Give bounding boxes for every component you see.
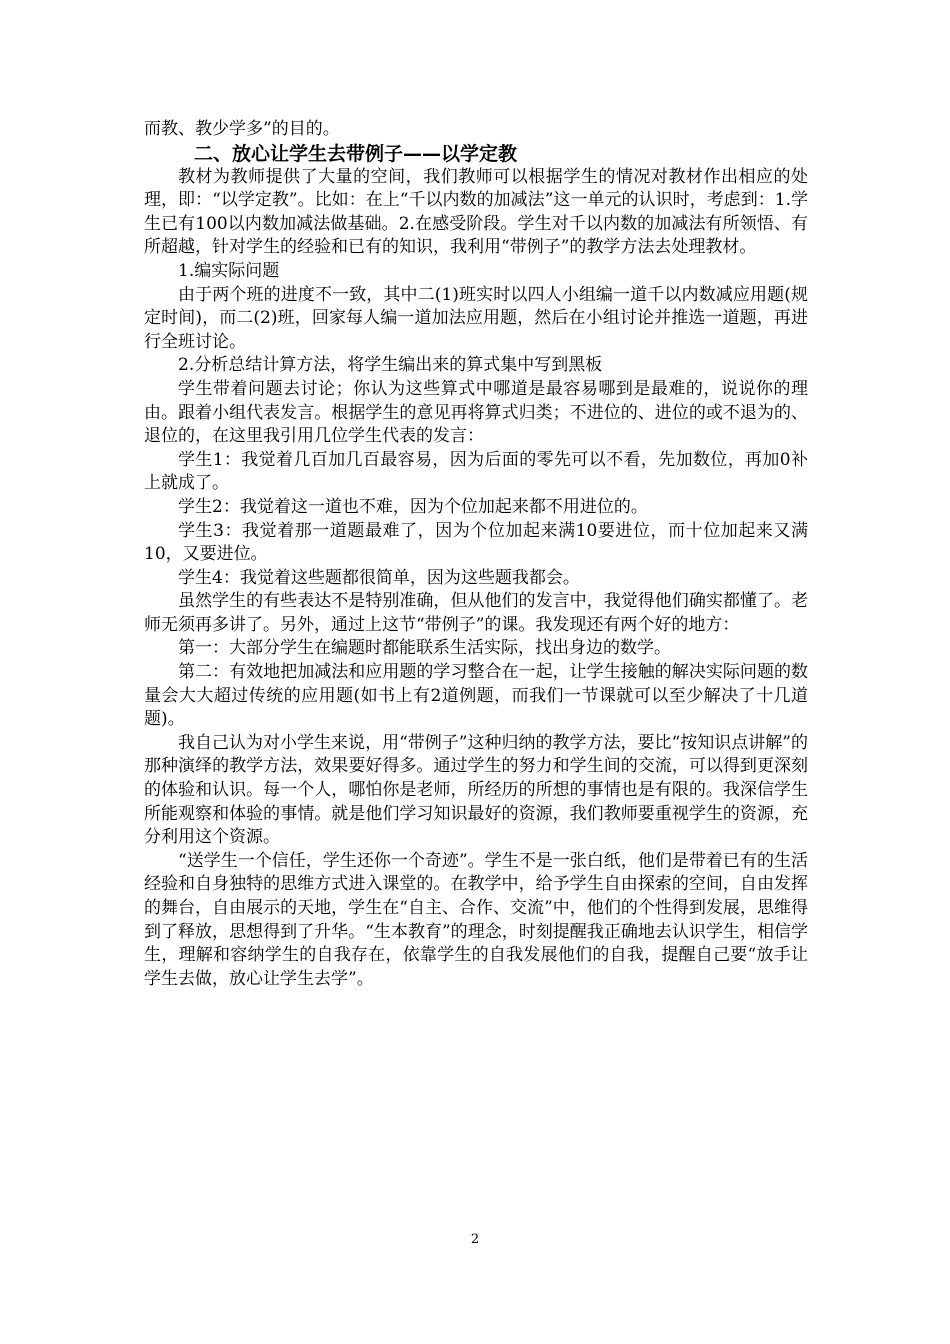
document-body bbox=[144, 118, 808, 991]
point-second: 第二：有效地把加减法和应用题的学习整合在一起，让学生接触的解决实际问题的数量会大大超过传统的应用题(如书上有2道例题，而我们一节课就可以至少解决了十几道题)。 bbox=[144, 662, 808, 730]
student-quote-3: 学生3：我觉着那一道题最难了，因为个位加起来满10要进位，而十位加起来又满10，又要进位。 bbox=[144, 520, 808, 565]
paragraph: 我自己认为对小学生来说，用“带例子”这种归纳的教学方法，要比“按知识点讲解”的那种演绎的教学方法，效果要好得多。通过学生的努力和学生间的交流，可以得到更深刻的体验和认识。每一个人，哪怕你是老师，所经历的所想的事情也是有限的。我深信学生所能观察和体验的事情。就是他们学习知识最好的资源，我们教师要重视学生的资源，充分利用这个资源。 bbox=[144, 732, 808, 848]
paragraph: 教材为教师提供了大量的空间，我们教师可以根据学生的情况对教材作出相应的处理，即：“以学定教”。比如：在上“千以内数的加减法”这一单元的认识时，考虑到：1.学生已有100以内数加减法做基础。2.在感受阶段。学生对千以内数的加减法有所领悟、有所超越，针对学生的经验和已有的知识，我利用“带例子”的教学方法去处理教材。 bbox=[144, 166, 808, 258]
section-heading: 二、放心让学生去带例子——以学定教 bbox=[194, 142, 518, 165]
paragraph: 虽然学生的有些表达不是特别准确，但从他们的发言中，我觉得他们确实都懂了。老师无须再多讲了。另外，通过上这节“带例子”的课。我发现还有两个好的地方： bbox=[144, 591, 808, 635]
student-quote-4: 学生4：我觉着这些题都很简单，因为这些题我都会。 bbox=[178, 567, 580, 588]
paragraph: 由于两个班的进度不一致，其中二(1)班实时以四人小组编一道千以内数减应用题(规定时间)，而二(2)班，回家每人编一道加法应用题，然后在小组讨论并推选一道题，再进行全班讨论。 bbox=[144, 284, 808, 352]
page-number: 2 bbox=[470, 1232, 480, 1247]
paragraph: 学生带着问题去讨论；你认为这些算式中哪道是最容易哪到是最难的，说说你的理由。跟着小组代表发言。根据学生的意见再将算式归类；不进位的、进位的或不退为的、退位的，在这里我引用几位学生代表的发言： bbox=[144, 378, 808, 447]
paragraph-conclusion: “送学生一个信任，学生还你一个奇迹”。学生不是一张白纸，他们是带着已有的生活经验和自身独特的思维方式进入课堂的。在教学中，给予学生自由探索的空间，自由发挥的舞台，自由展示的天地，学生在“自主、合作、交流”中，他们的个性得到发展，思维得到了释放，思想得到了升华。“生本教育”的理念，时刻提醒我正确地去认识学生，相信学生，理解和容纳学生的自我存在，依靠学生的自我发展他们的自我，提醒自己要“放手让学生去做，放心让学生去学”。 bbox=[144, 850, 808, 989]
point-first: 第一：大部分学生在编题时都能联系生活实际，找出身边的数学。 bbox=[178, 638, 671, 659]
subheading-item-1: 1.编实际问题 bbox=[178, 260, 280, 281]
student-quote-2: 学生2：我觉着这一道也不难，因为个位加起来都不用进位的。 bbox=[178, 496, 648, 517]
paragraph-intro-tail: 而教、教少学多”的目的。 bbox=[144, 119, 340, 139]
subheading-item-2: 2.分析总结计算方法，将学生编出来的算式集中写到黑板 bbox=[178, 355, 603, 376]
student-quote-1: 学生1：我觉着几百加几百最容易，因为后面的零先可以不看，先加数位，再加0补上就成了。 bbox=[144, 449, 808, 494]
